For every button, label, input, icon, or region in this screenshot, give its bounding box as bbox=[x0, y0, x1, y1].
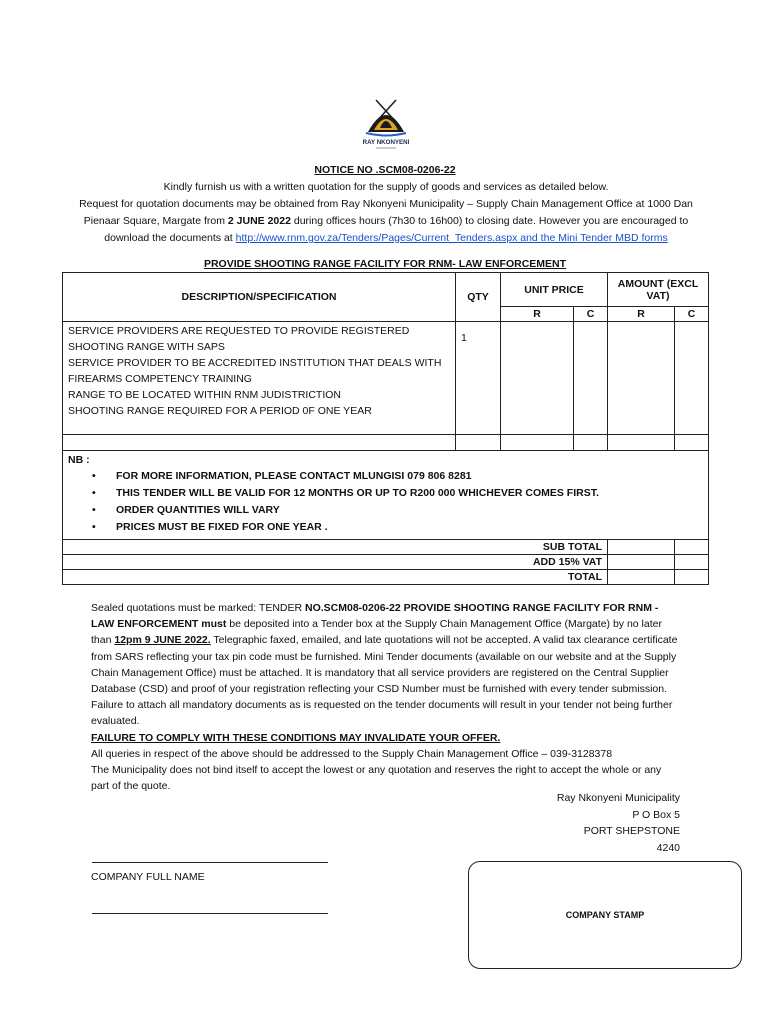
ray-nkonyeni-crest-icon bbox=[356, 92, 416, 152]
intro-line-4 bbox=[36, 230, 736, 247]
subtotal-c-cell[interactable] bbox=[675, 540, 709, 555]
spec-item: SERVICE PROVIDER TO BE ACCREDITED INSTITUTION THAT DEALS WITH FIREARMS COMPETENCY TRAINING bbox=[68, 357, 442, 385]
subtotal-label: SUB TOTAL bbox=[63, 540, 608, 555]
empty-cell bbox=[675, 435, 709, 451]
spec-item: RANGE TO BE LOCATED WITHIN RNM JUDISTRICTION bbox=[68, 389, 342, 401]
empty-cell bbox=[501, 435, 574, 451]
description-header: DESCRIPTION/SPECIFICATION bbox=[63, 273, 456, 322]
intro-line-3a: Pienaar Square, Margate from bbox=[83, 215, 228, 227]
instructions-text bbox=[91, 600, 681, 794]
nb-item: • FOR MORE INFORMATION, PLEASE CONTACT MLUNGISI 079 806 8281 bbox=[68, 468, 703, 485]
total-r-cell[interactable] bbox=[608, 570, 675, 585]
intro-line-3c: during offices hours (7h30 to 16h00) to closing date. However you are encouraged to bbox=[290, 215, 689, 227]
company-name-label: COMPANY FULL NAME bbox=[91, 871, 205, 883]
unit-price-c-header: C bbox=[574, 307, 608, 322]
quotation-table bbox=[62, 272, 709, 585]
closing-date: 12pm 9 JUNE 2022. bbox=[114, 634, 211, 647]
total-label: TOTAL bbox=[63, 570, 608, 585]
unit-price-c-cell[interactable] bbox=[574, 322, 608, 435]
empty-cell bbox=[63, 435, 456, 451]
notice-number: NOTICE NO .SCM08-0206-22 bbox=[314, 164, 456, 176]
warning-text: FAILURE TO COMPLY WITH THESE CONDITIONS MAY INVALIDATE YOUR OFFER. bbox=[91, 731, 501, 744]
intro-paragraph bbox=[36, 179, 736, 247]
address-line: 4240 bbox=[656, 841, 680, 854]
subtotal-r-cell[interactable] bbox=[608, 540, 675, 555]
signature-line[interactable] bbox=[92, 913, 328, 914]
nb-item: • THIS TENDER WILL BE VALID FOR 12 MONTHS OR UP TO R200 000 WHICHEVER COMES FIRST. bbox=[68, 485, 703, 502]
intro-line-2: Request for quotation documents may be obtained from Ray Nkonyeni Municipality – Supply Chain Management Office at 1000 Dan bbox=[79, 198, 693, 210]
vat-r-cell[interactable] bbox=[608, 555, 675, 570]
qty-header: QTY bbox=[456, 273, 501, 322]
tenders-link[interactable]: http://www.rnm.gov.za/Tenders/Pages/Current_Tenders.aspx and the Mini Tender MBD forms bbox=[235, 232, 668, 244]
description-cell bbox=[63, 322, 456, 435]
company-stamp-box bbox=[468, 861, 742, 969]
vat-c-cell[interactable] bbox=[675, 555, 709, 570]
submission-text-c: be deposited into a Tender box at the Supply Chain Management Office (Margate) by no later than bbox=[91, 618, 662, 647]
nb-list bbox=[68, 468, 703, 536]
vat-label: ADD 15% VAT bbox=[63, 555, 608, 570]
unit-price-r-header: R bbox=[501, 307, 574, 322]
table-title: PROVIDE SHOOTING RANGE FACILITY FOR RNM- LAW ENFORCEMENT bbox=[203, 258, 567, 270]
company-name-line[interactable] bbox=[92, 862, 328, 863]
amount-header: AMOUNT (EXCL VAT) bbox=[608, 273, 709, 307]
amount-r-cell[interactable] bbox=[608, 322, 675, 435]
total-c-cell[interactable] bbox=[675, 570, 709, 585]
spec-item: SHOOTING RANGE REQUIRED FOR A PERIOD 0F ONE YEAR bbox=[68, 405, 372, 417]
municipality-address bbox=[557, 790, 680, 856]
qty-cell: 1 bbox=[456, 322, 501, 435]
submission-paragraph bbox=[91, 600, 681, 730]
intro-line-4a: download the documents at bbox=[104, 232, 236, 244]
empty-cell bbox=[456, 435, 501, 451]
nb-item: • PRICES MUST BE FIXED FOR ONE YEAR . bbox=[68, 519, 703, 536]
unit-price-r-cell[interactable] bbox=[501, 322, 574, 435]
opening-date: 2 JUNE 2022 bbox=[227, 215, 291, 227]
logo-text: RAY NKONYENI bbox=[362, 139, 410, 146]
amount-c-header: C bbox=[675, 307, 709, 322]
disclaimer-text: The Municipality does not bind itself to accept the lowest or any quotation and reserves the right to accept the whole or any part of the quote. bbox=[91, 764, 662, 793]
nb-item: • ORDER QUANTITIES WILL VARY bbox=[68, 502, 703, 519]
company-stamp-label: COMPANY STAMP bbox=[565, 910, 645, 920]
empty-cell bbox=[574, 435, 608, 451]
queries-text: All queries in respect of the above should be addressed to the Supply Chain Management Office – 039-3128378 bbox=[91, 747, 613, 760]
intro-line-1: Kindly furnish us with a written quotation for the supply of goods and services as detailed below. bbox=[163, 181, 609, 193]
nb-title: NB : bbox=[68, 454, 90, 466]
address-line: P O Box 5 bbox=[632, 808, 680, 821]
submission-text-a: Sealed quotations must be marked: TENDER bbox=[91, 602, 305, 614]
amount-c-cell[interactable] bbox=[675, 322, 709, 435]
tender-reference: NO.SCM08-0206-22 PROVIDE SHOOTING RANGE FACILITY FOR RNM - LAW ENFORCEMENT must bbox=[91, 602, 659, 631]
submission-text-e: Telegraphic faxed, emailed, and late quotations will not be accepted. A valid tax clearance certificate from SARS reflecting your tax pin code must be furnished. Mini Tender documents (available on our website and at the Supply Chain Management Office) must be attached. It is mandatory that all service providers are registered on the Central Supplier Database (CSD) and proof of your registration reflecting your CSD Number must be furnished with every tender submission. Failure to attach all mandatory documents as is requested on the tender documents will result in your tender not being further evaluated. bbox=[91, 634, 678, 728]
unit-price-header: UNIT PRICE bbox=[501, 273, 608, 307]
address-line: Ray Nkonyeni Municipality bbox=[556, 792, 680, 804]
intro-line-3 bbox=[36, 213, 736, 230]
spec-item: SERVICE PROVIDERS ARE REQUESTED TO PROVIDE REGISTERED SHOOTING RANGE WITH SAPS bbox=[68, 325, 410, 353]
nb-section bbox=[63, 451, 709, 540]
empty-cell bbox=[608, 435, 675, 451]
amount-r-header: R bbox=[608, 307, 675, 322]
address-line: PORT SHEPSTONE bbox=[583, 825, 680, 837]
